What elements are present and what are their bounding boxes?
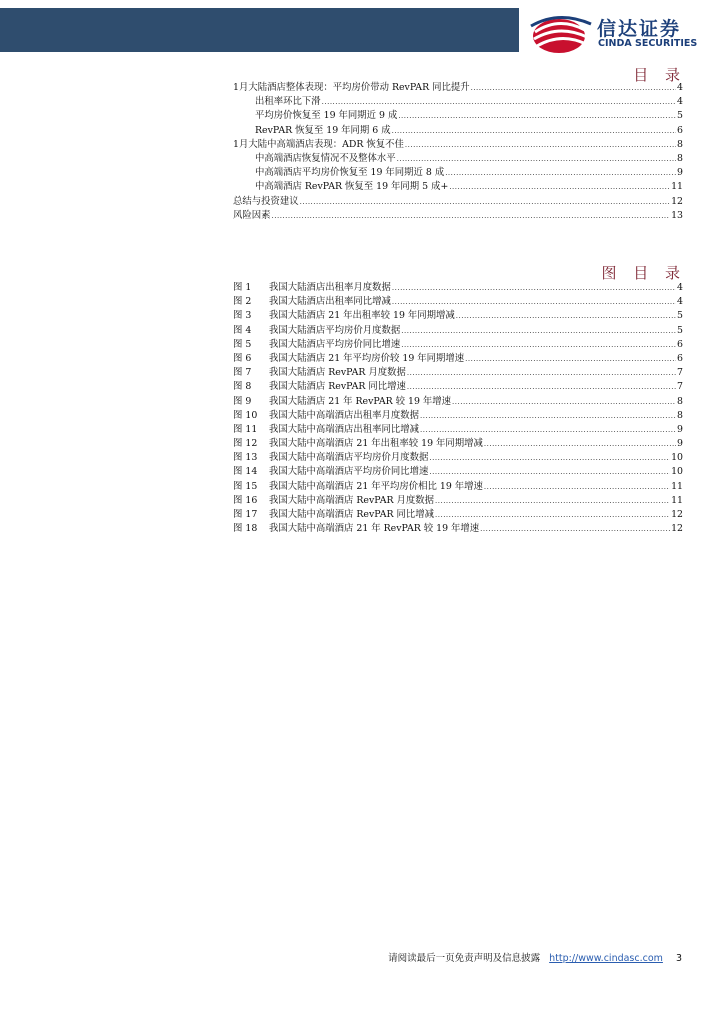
toc-item[interactable]	[233, 109, 683, 123]
toc-item-page: 11	[671, 181, 683, 193]
figure-item-label	[233, 395, 451, 409]
figure-item[interactable]	[233, 352, 683, 366]
figure-item-number: 图 15	[233, 480, 258, 492]
figure-item-number: 图 10	[233, 409, 258, 421]
figure-item-title: 我国大陆酒店 RevPAR 同比增速	[269, 381, 406, 393]
figure-item-page: 7	[677, 367, 683, 379]
toc-leader-dots	[322, 95, 676, 109]
figure-item-number: 图 14	[233, 466, 258, 478]
toc-item-page: 5	[677, 110, 683, 122]
figure-item[interactable]	[233, 451, 683, 465]
toc-title: 目 录	[633, 66, 686, 84]
figure-leader-dots	[401, 338, 676, 352]
figure-item-title: 我国大陆中高端酒店出租率月度数据	[269, 409, 420, 421]
figure-leader-dots	[456, 309, 676, 323]
toc-item-label: 1月大陆中高端酒店表现：ADR 恢复不佳	[233, 138, 404, 150]
figure-item-label	[233, 366, 406, 380]
toc-item-page: 4	[677, 96, 683, 108]
figure-item[interactable]	[233, 309, 683, 323]
toc-item-page: 4	[677, 82, 683, 93]
figure-item-title: 我国大陆酒店平均房价月度数据	[269, 324, 401, 336]
figure-item-page: 9	[677, 438, 683, 450]
toc-item-page: 13	[671, 209, 683, 221]
figure-item[interactable]	[233, 480, 683, 494]
figure-item-number: 图 8	[233, 381, 252, 393]
figure-item[interactable]	[233, 494, 683, 508]
figure-item-number: 图 13	[233, 452, 258, 464]
figure-item-page: 8	[677, 395, 683, 407]
figure-item-page: 5	[677, 310, 683, 322]
figure-item-label	[233, 324, 400, 338]
figure-item-label	[233, 409, 419, 423]
toc-item[interactable]	[233, 180, 683, 194]
figure-leader-dots	[392, 295, 676, 309]
figure-item-title: 我国大陆中高端酒店平均房价月度数据	[269, 452, 429, 464]
toc-item[interactable]	[233, 152, 683, 166]
toc-leader-dots	[397, 152, 676, 166]
figure-leader-dots	[420, 409, 676, 423]
figure-item-label	[233, 295, 391, 309]
figure-leader-dots	[392, 281, 676, 295]
toc-leader-dots	[392, 124, 676, 138]
figure-item-label	[233, 480, 483, 494]
figure-item-title: 我国大陆中高端酒店 21 年 RevPAR 较 19 年增速	[269, 523, 480, 535]
figure-item-title: 我国大陆中高端酒店 21 年出租率较 19 年同期增减	[269, 438, 483, 450]
figure-leader-dots	[435, 494, 670, 508]
figure-item-page: 4	[677, 296, 683, 308]
figure-leader-dots	[429, 465, 670, 479]
toc-leader-dots	[449, 180, 670, 194]
figure-item-label	[233, 309, 455, 323]
figure-item-number: 图 2	[233, 296, 252, 308]
page-number: 3	[675, 953, 682, 964]
figure-item-number: 图 3	[233, 310, 252, 322]
toc-item-label: 总结与投资建议	[233, 195, 299, 207]
figure-item[interactable]	[233, 324, 683, 338]
figure-item-label	[233, 423, 419, 437]
logo-cn-text: 信达证券	[597, 18, 682, 40]
figure-leader-dots	[452, 395, 676, 409]
figure-item-number: 图 18	[233, 523, 258, 535]
figure-item-page: 6	[677, 352, 683, 364]
figure-item-title: 我国大陆酒店 21 年平均房价较 19 年同期增速	[269, 352, 465, 364]
toc-leader-dots	[445, 166, 676, 180]
figures-title: 图 目 录	[601, 264, 686, 282]
toc-item[interactable]	[233, 166, 683, 180]
figure-leader-dots	[484, 437, 676, 451]
figure-leader-dots	[484, 480, 670, 494]
figure-item-page: 4	[677, 282, 683, 293]
figure-item[interactable]	[233, 508, 683, 522]
figure-item-title: 我国大陆中高端酒店平均房价同比增速	[269, 466, 429, 478]
figure-item[interactable]	[233, 465, 683, 479]
figure-item-number: 图 1	[233, 282, 252, 293]
page-footer	[388, 950, 682, 964]
toc-item[interactable]	[233, 209, 683, 223]
toc-item-page: 12	[671, 195, 683, 207]
toc-list	[233, 81, 683, 223]
figure-item-page: 11	[671, 480, 683, 492]
figure-leader-dots	[407, 380, 676, 394]
figure-item-page: 7	[677, 381, 683, 393]
toc-leader-dots	[405, 138, 676, 152]
cinda-logo	[529, 12, 719, 56]
toc-item-label: 1月大陆酒店整体表现：平均房价带动 RevPAR 同比提升	[233, 82, 470, 93]
figure-leader-dots	[480, 522, 670, 536]
figure-item-page: 6	[677, 338, 683, 350]
figure-item-title: 我国大陆中高端酒店 RevPAR 月度数据	[269, 494, 435, 506]
toc-leader-dots	[300, 195, 670, 209]
figure-item-number: 图 9	[233, 395, 252, 407]
figure-item-title: 我国大陆酒店平均房价同比增速	[269, 338, 401, 350]
figure-item-number: 图 16	[233, 494, 258, 506]
toc-item-label: 风险因素	[233, 209, 271, 221]
figure-item-page: 10	[671, 452, 683, 464]
toc-item[interactable]	[233, 124, 683, 138]
figure-leader-dots	[407, 366, 676, 380]
figure-item-label	[233, 508, 434, 522]
figures-list	[233, 281, 683, 536]
figure-item-label	[233, 437, 483, 451]
toc-leader-dots	[272, 209, 671, 223]
toc-item-label: 平均房价恢复至 19 年同期近 9 成	[255, 110, 398, 122]
figure-item-page: 5	[677, 324, 683, 336]
figure-item-page: 10	[671, 466, 683, 478]
figure-item-number: 图 6	[233, 352, 252, 364]
toc-item-label: 中高端酒店 RevPAR 恢复至 19 年同期 5 成+	[255, 181, 449, 193]
toc-item[interactable]	[233, 195, 683, 209]
figure-item-label	[233, 522, 479, 536]
figure-leader-dots	[435, 508, 670, 522]
figure-item-title: 我国大陆中高端酒店 RevPAR 同比增减	[269, 509, 435, 520]
footer-disclaimer: 请阅读最后一页免责声明及信息披露	[388, 953, 541, 964]
figure-item-title: 我国大陆酒店出租率月度数据	[269, 282, 391, 293]
figure-item-title: 我国大陆酒店出租率同比增减	[269, 296, 391, 308]
figure-item-number: 图 4	[233, 324, 252, 336]
figure-item-page: 9	[677, 423, 683, 435]
figure-leader-dots	[401, 324, 676, 338]
figure-item[interactable]	[233, 395, 683, 409]
figure-item[interactable]	[233, 295, 683, 309]
toc-item[interactable]	[233, 138, 683, 152]
footer-url-link[interactable]: http://www.cindasc.com	[549, 953, 663, 964]
figure-item-page: 12	[671, 523, 683, 535]
toc-item[interactable]	[233, 81, 683, 95]
toc-leader-dots	[471, 81, 676, 95]
figure-item-number: 图 12	[233, 438, 258, 450]
figure-item[interactable]	[233, 522, 683, 536]
figure-item[interactable]	[233, 380, 683, 394]
toc-item-label: 出租率环比下滑	[255, 96, 321, 108]
figure-item-label	[233, 338, 400, 352]
figure-item-label	[233, 380, 406, 394]
figure-item-title: 我国大陆中高端酒店出租率同比增减	[269, 423, 420, 435]
header-band	[0, 8, 519, 52]
toc-item-page: 8	[677, 138, 683, 150]
figure-item-number: 图 5	[233, 338, 252, 350]
toc-item-page: 8	[677, 152, 683, 164]
toc-item-label: RevPAR 恢复至 19 年同期 6 成	[255, 124, 391, 136]
figure-item-title: 我国大陆酒店 21 年出租率较 19 年同期增减	[269, 310, 455, 322]
toc-item-label: 中高端酒店平均房价恢复至 19 年同期近 8 成	[255, 167, 445, 179]
figure-item-page: 12	[671, 509, 683, 520]
figure-item-title: 我国大陆中高端酒店 21 年平均房价相比 19 年增速	[269, 480, 483, 492]
figure-item-title: 我国大陆酒店 21 年 RevPAR 较 19 年增速	[269, 395, 452, 407]
figure-item[interactable]	[233, 423, 683, 437]
figure-item-label	[233, 451, 428, 465]
figure-item[interactable]	[233, 437, 683, 451]
logo-en-text: CINDA SECURITIES	[598, 38, 698, 49]
figure-item[interactable]	[233, 409, 683, 423]
cinda-logo-icon	[529, 12, 593, 56]
toc-leader-dots	[398, 109, 676, 123]
figure-item-title: 我国大陆酒店 RevPAR 月度数据	[269, 367, 406, 379]
figure-item-label	[233, 281, 391, 295]
toc-item-label: 中高端酒店恢复情况不及整体水平	[255, 152, 396, 164]
figure-item-page: 8	[677, 409, 683, 421]
toc-item-page: 9	[677, 167, 683, 179]
toc-item[interactable]	[233, 95, 683, 109]
figure-leader-dots	[420, 423, 676, 437]
figure-item-number: 图 7	[233, 367, 252, 379]
figure-item-label	[233, 465, 428, 479]
figure-leader-dots	[465, 352, 676, 366]
toc-item-page: 6	[677, 124, 683, 136]
figure-item-label	[233, 494, 434, 508]
figure-item-page: 11	[671, 494, 683, 506]
figure-item[interactable]	[233, 338, 683, 352]
figure-item-label	[233, 352, 464, 366]
figure-leader-dots	[429, 451, 670, 465]
figure-item-number: 图 17	[233, 509, 258, 520]
figure-item-number: 图 11	[233, 423, 258, 435]
figure-item[interactable]	[233, 281, 683, 295]
figure-item[interactable]	[233, 366, 683, 380]
